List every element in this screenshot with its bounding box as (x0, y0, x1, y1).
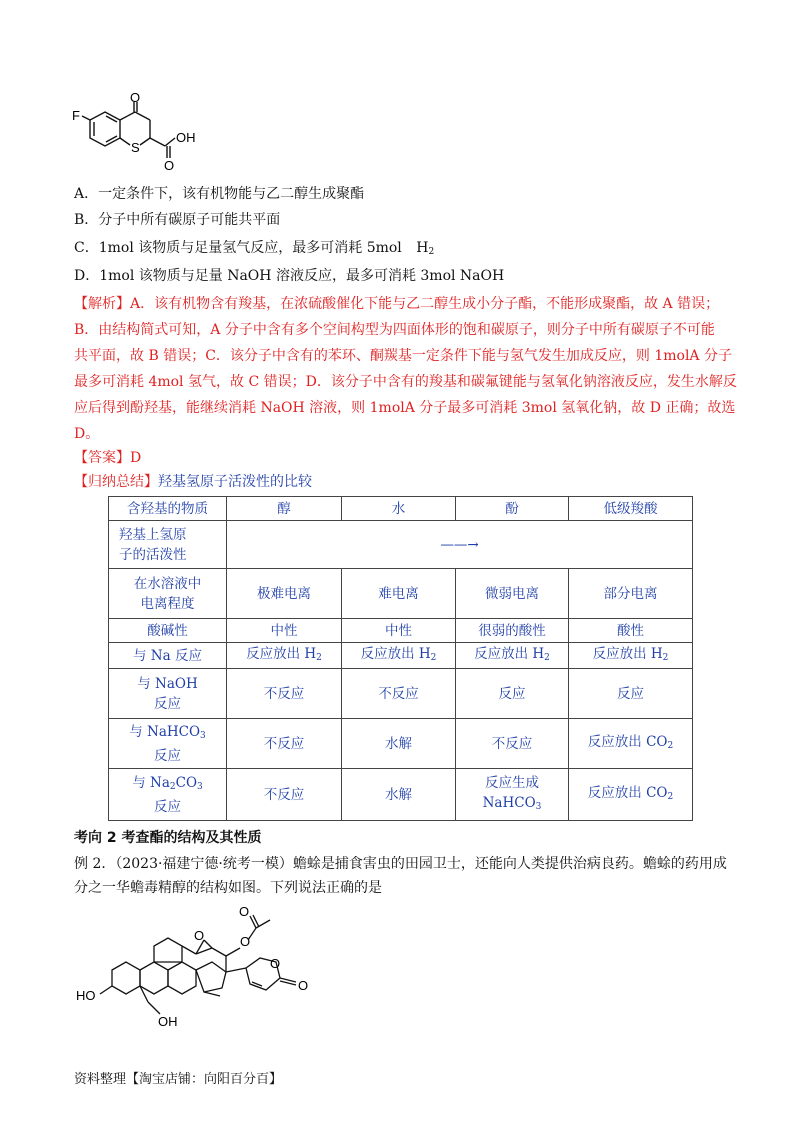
table-cell: 很弱的酸性 (456, 619, 569, 643)
table-cell: 反应放出 $CO_2$ (569, 769, 693, 821)
mol2-atom-o3: O (194, 928, 205, 943)
analysis-line-4: 最多可消耗 4mol 氢气，故 C 错误；D．该分子中含有的羧基和碳氟键能与氢氧化钠溶液反应，发生水解反 (74, 374, 737, 390)
row-label: 与 Na 反应 (109, 643, 227, 669)
hydroxyl-comparison-table (108, 496, 693, 821)
table-cell: 反应放出 $H_2$ (342, 643, 456, 669)
row-label: 在水溶液中 电离程度 (109, 569, 227, 619)
row-label: 与 NaOH 反应 (109, 669, 227, 719)
molecule-structure-1 (70, 92, 220, 172)
option-a: A．一定条件下，该有机物能与乙二醇生成聚酯 (74, 186, 365, 202)
option-d: D．1mol 该物质与足量 NaOH 溶液反应，最多可消耗 3mol NaOH (74, 268, 505, 284)
molecule-structure-2 (70, 898, 330, 1038)
row-label: 羟基上氢原 子的活泼性 (109, 521, 227, 569)
mol1-atom-f: F (72, 108, 80, 123)
table-cell: 难电离 (342, 569, 456, 619)
table-cell: 酸性 (569, 619, 693, 643)
table-cell: 中性 (227, 619, 342, 643)
mol2-atom-o2: O (240, 934, 251, 949)
table-row-nahco3 (109, 719, 693, 769)
table-cell: 部分电离 (569, 569, 693, 619)
summary-title: 羟基氢原子活泼性的比较 (158, 474, 312, 490)
mol1-atom-s: S (131, 140, 140, 155)
table-header: 含羟基的物质 (109, 497, 227, 521)
option-c-text: C．1mol 该物质与足量氢气反应，最多可消耗 5mol (74, 240, 402, 256)
summary-heading (74, 472, 312, 492)
table-row-na2co3 (109, 769, 693, 821)
table-row-activity (109, 521, 693, 569)
table-cell: 水解 (342, 719, 456, 769)
mol2-atom-oh: OH (158, 1014, 178, 1029)
mol2-atom-ho: HO (76, 988, 96, 1003)
example2-line-1: 例 2．（2023·福建宁德·统考一模）蟾蜍是捕食害虫的田园卫士，还能向人类提供治病良药。蟾蜍的药用成 (74, 856, 727, 872)
table-row-ionization (109, 569, 693, 619)
mol1-atom-o2: O (164, 158, 175, 172)
mol2-atom-o1: O (239, 904, 250, 919)
analysis-line-2: B．由结构简式可知，A 分子中含有多个空间构型为四面体形的饱和碳原子，则分子中所有碳原子不可能 (74, 322, 715, 338)
row-label: 酸碱性 (109, 619, 227, 643)
table-cell: 微弱电离 (456, 569, 569, 619)
summary-tag: 【归纳总结】 (74, 474, 158, 490)
option-c-formula: $H_2$ (416, 240, 435, 257)
section2-heading: 考向 2 考查酯的结构及其性质 (74, 830, 262, 846)
table-header: 醇 (227, 497, 342, 521)
table-row-naoh (109, 669, 693, 719)
example2-line-2: 分之一华蟾毒精醇的结构如图。下列说法正确的是 (74, 880, 382, 896)
table-cell: 反应生成 NaHCO$_3$ (456, 769, 569, 821)
table-row-acidity (109, 619, 693, 643)
table-header: 水 (342, 497, 456, 521)
table-cell: 不反应 (227, 719, 342, 769)
mol2-atom-o4: O (270, 956, 281, 971)
answer: 【答案】D (74, 450, 142, 466)
table-cell: 反应放出 $CO_2$ (569, 719, 693, 769)
table-cell: 反应放出 $H_2$ (456, 643, 569, 669)
table-cell: 反应放出 $H_2$ (227, 643, 342, 669)
option-b: B．分子中所有碳原子可能共平面 (74, 212, 281, 228)
table-cell: 中性 (342, 619, 456, 643)
mol1-atom-o: O (130, 92, 141, 105)
table-cell: 反应 (456, 669, 569, 719)
table-header-row (109, 497, 693, 521)
table-cell: 不反应 (227, 769, 342, 821)
analysis-line-1: 【解析】A．该有机物含有羧基，在浓硫酸催化下能与乙二醇生成小分子酯，不能形成聚酯，故 A 错误； (74, 296, 720, 312)
row-label: 与 NaHCO$_3$ 反应 (109, 719, 227, 769)
mol1-atom-oh: OH (176, 130, 196, 145)
analysis-line-5: 应后得到酚羟基，能继续消耗 NaOH 溶液，则 1molA 分子最多可消耗 3mol 氢氧化钠，故 D 正确；故选 (74, 400, 736, 416)
footer-source: 资料整理【淘宝店铺：向阳百分百】 (74, 1072, 283, 1087)
activity-arrow: ——→ (227, 521, 693, 569)
table-cell: 水解 (342, 769, 456, 821)
table-row-na (109, 643, 693, 669)
mol2-atom-o5: O (298, 978, 309, 993)
option-c (74, 238, 434, 262)
table-header: 酚 (456, 497, 569, 521)
table-cell: 不反应 (456, 719, 569, 769)
analysis-line-6: D。 (74, 426, 100, 442)
table-cell: 反应 (569, 669, 693, 719)
row-label: 与 $Na_2CO_3$ 反应 (109, 769, 227, 821)
table-cell: 反应放出 $H_2$ (569, 643, 693, 669)
table-cell: 不反应 (342, 669, 456, 719)
table-cell: 极难电离 (227, 569, 342, 619)
analysis-line-3: 共平面，故 B 错误；C．该分子中含有的苯环、酮羰基一定条件下能与氢气发生加成反应，则 1molA 分子 (74, 348, 732, 364)
table-header: 低级羧酸 (569, 497, 693, 521)
table-cell: 不反应 (227, 669, 342, 719)
